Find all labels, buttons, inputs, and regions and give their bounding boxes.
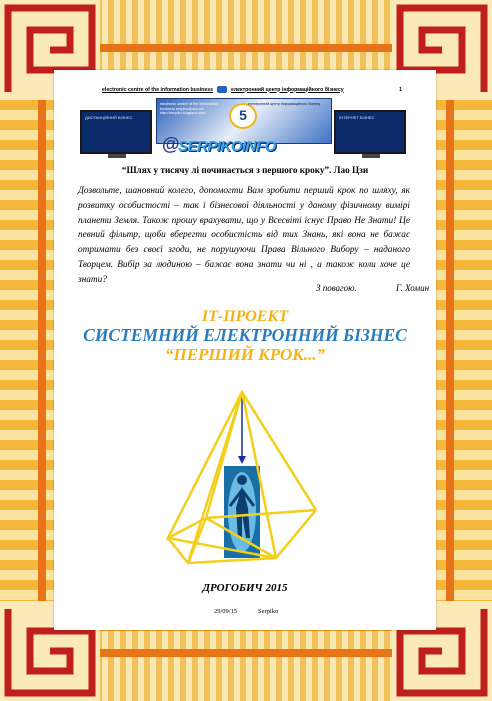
header-left-text: electronic centre of the information business	[102, 86, 213, 93]
signature-name: Г. Хомин	[396, 283, 430, 293]
monitor-stand	[108, 154, 126, 158]
header-right-text: електронний центр інформаційного бізнесу	[230, 86, 344, 93]
monitor-right-image	[334, 110, 406, 154]
project-label: ІТ-ПРОЕКТ	[201, 308, 289, 325]
intro-paragraph: Дозвольте, шановний колего, допомогти Вам зробити перший крок по шляху, як розвитку особистості – так і бізнесової діяльності у даному фізичному вимірі планети Земля. Також прошу врахувати, що у Всесвіті існує Право Не Знати! Це певний фільтр, щоби вберегти особистість від тих Знань, які вона не бажає отримати без своєї згоди, не порушуючи Права Вільного Вибору – наданого Творцем. Вибір за людиною – бажає вона знати чи ні , а також коли хоче це знати?	[78, 186, 410, 285]
banner-number-badge: 5	[229, 103, 257, 129]
signature-closing: З повагою.	[316, 283, 357, 293]
footer-author: Serpiko	[258, 608, 279, 615]
header-banner	[80, 98, 406, 158]
monitor-left-image	[80, 110, 152, 154]
frame-band-left	[0, 0, 60, 701]
frame-stripe-left	[38, 0, 46, 701]
footer-date: 29/09/15	[214, 608, 238, 615]
brand-logo-text: SERPIKOINFO	[178, 138, 276, 155]
frame-band-right	[432, 0, 492, 701]
project-subtitle: “ПЕРШИЙ КРОК...”	[164, 345, 326, 364]
monitor-left-text: ДИСТАНЦІЙНИЙ БІЗНЕС	[85, 115, 133, 120]
header-logo-icon	[217, 86, 227, 93]
banner-card-left-text: electronic centre of the information business serpiko@ukr.net http://serpiko.blogspot.com	[160, 102, 219, 116]
project-title: СИСТЕМНИЙ ЕЛЕКТРОННИЙ БІЗНЕС	[83, 325, 407, 345]
page-header	[102, 86, 402, 93]
banner-card-right-text: електронний центр інформаційного бізнесу	[248, 102, 321, 106]
monitor-right-text: ІНТЕРНЕТ БІЗНЕС	[339, 115, 375, 120]
epigraph-quote: “Шлях у тисячу лі починається з першого кроку”. Лао Цзи	[121, 165, 369, 175]
document-page	[54, 70, 436, 630]
frame-stripe-right	[446, 0, 454, 701]
monitor-stand	[362, 154, 380, 158]
at-sign-logo: @	[162, 134, 180, 154]
city-year: ДРОГОБИЧ 2015	[202, 582, 288, 594]
pyramid-figure-illustration	[166, 388, 326, 578]
page-number: 1	[399, 86, 402, 93]
